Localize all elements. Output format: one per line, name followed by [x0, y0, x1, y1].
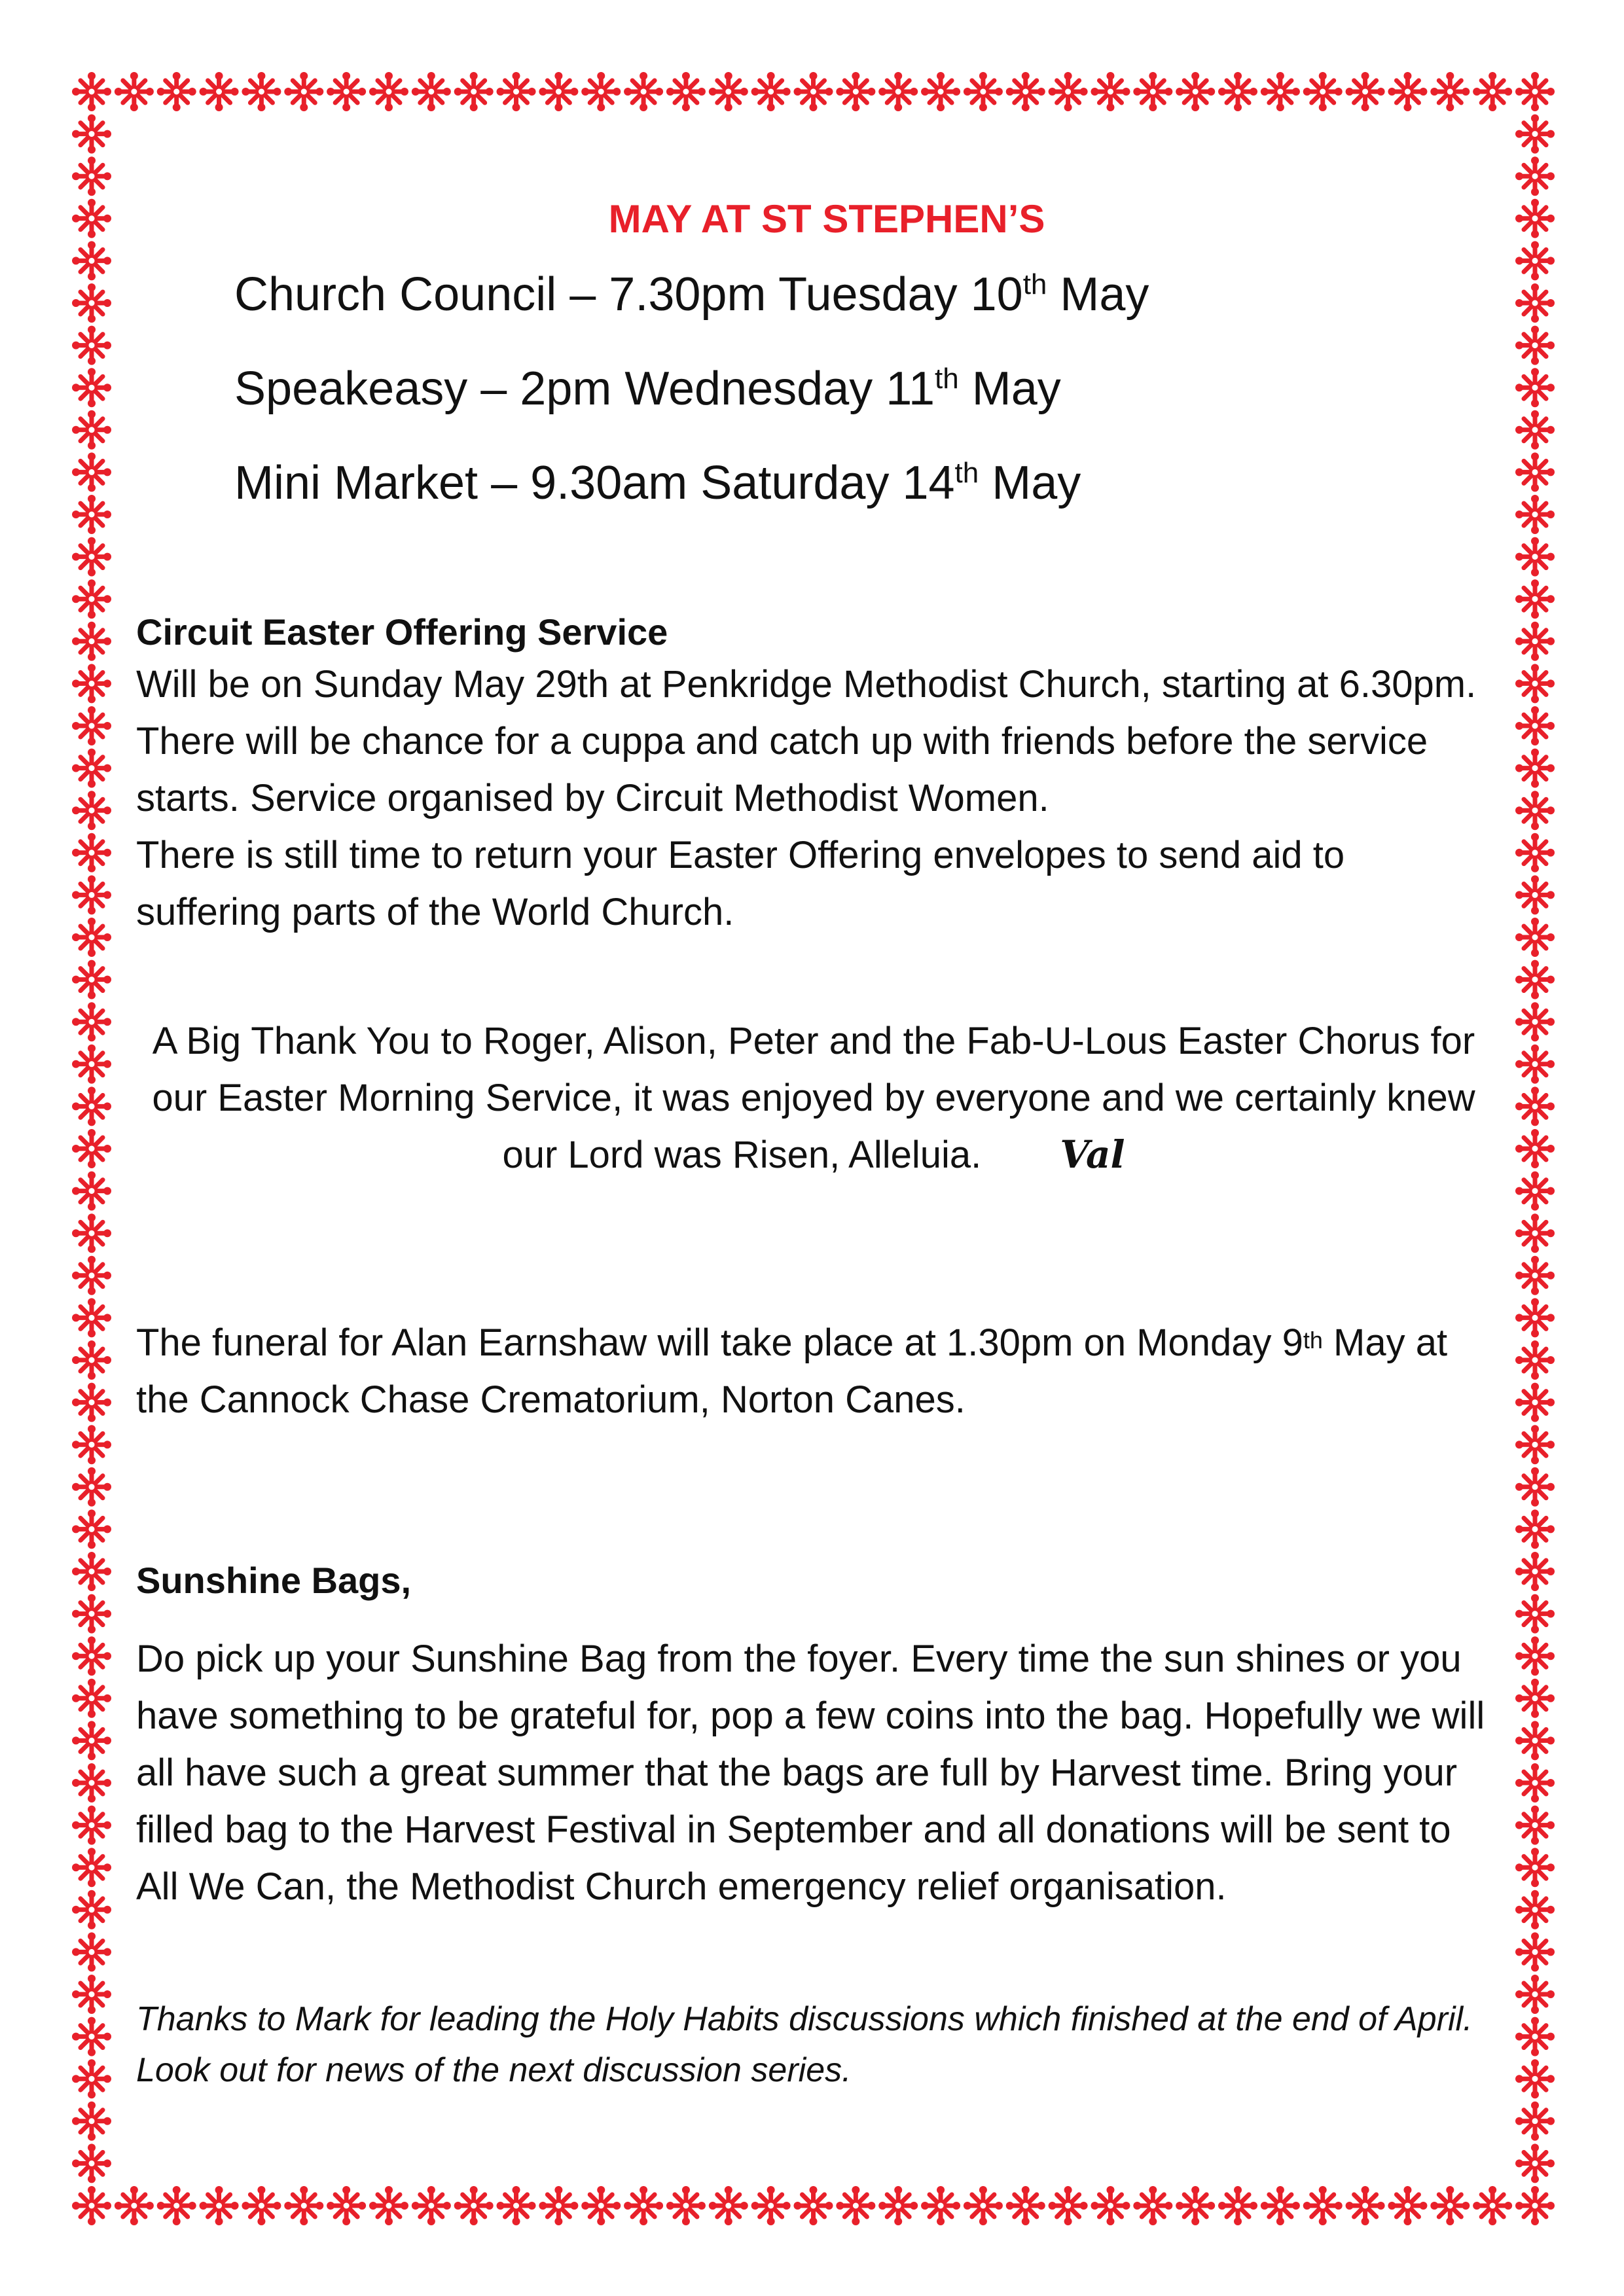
border-flower-icon	[72, 156, 111, 196]
border-flower-icon	[539, 2186, 578, 2225]
border-flower-icon	[624, 2186, 663, 2225]
border-flower-icon	[1515, 1552, 1555, 1591]
border-flower-icon	[72, 2186, 111, 2225]
border-flower-icon	[1515, 1594, 1555, 1634]
border-flower-icon	[1515, 1467, 1555, 1507]
border-flower-icon	[1515, 1890, 1555, 1929]
border-flower-icon	[751, 72, 791, 111]
border-flower-icon	[1515, 791, 1555, 830]
border-flower-icon	[1515, 2144, 1555, 2183]
border-flower-icon	[72, 1298, 111, 1337]
border-flower-icon	[836, 72, 875, 111]
border-flower-icon	[72, 1467, 111, 1507]
border-flower-icon	[115, 2186, 154, 2225]
border-flower-icon	[1261, 72, 1300, 111]
border-flower-icon	[327, 2186, 366, 2225]
border-flower-icon	[72, 1636, 111, 1676]
border-flower-icon	[878, 72, 918, 111]
border-flower-icon	[1515, 1425, 1555, 1464]
border-flower-icon	[72, 918, 111, 957]
border-flower-icon	[72, 960, 111, 999]
border-flower-icon	[72, 1129, 111, 1168]
border-flower-icon	[72, 1213, 111, 1253]
border-flower-icon	[1515, 1340, 1555, 1380]
border-flower-icon	[1515, 115, 1555, 154]
border-flower-icon	[72, 706, 111, 745]
border-flower-icon	[115, 72, 154, 111]
border-flower-icon	[1515, 1763, 1555, 1803]
border-flower-icon	[794, 2186, 833, 2225]
border-flower-icon	[1515, 495, 1555, 534]
border-flower-icon	[1473, 72, 1512, 111]
border-flower-icon	[72, 1679, 111, 1718]
border-flower-icon	[72, 452, 111, 492]
border-flower-icon	[1515, 960, 1555, 999]
event-list	[234, 265, 1491, 512]
border-flower-icon	[72, 1383, 111, 1422]
border-flower-icon	[72, 1045, 111, 1084]
border-flower-icon	[1515, 1848, 1555, 1887]
border-flower-icon	[72, 875, 111, 914]
easter-offering-section	[136, 611, 1491, 941]
border-flower-icon	[157, 2186, 196, 2225]
border-flower-icon	[1515, 1509, 1555, 1549]
border-flower-icon	[242, 2186, 281, 2225]
border-flower-icon	[72, 2059, 111, 2098]
border-flower-icon	[72, 537, 111, 577]
event-mini-market: Mini Market – 9.30am Saturday 14th May	[234, 457, 1081, 509]
easter-offering-body: Will be on Sunday May 29th at Penkridge Methodist Church, starting at 6.30pm. There will be chance for a cuppa and catch up with friends before the service starts. Service organised by Circuit Methodist Women.	[136, 663, 1477, 819]
border-flower-icon	[1515, 1679, 1555, 1718]
border-flower-icon	[72, 115, 111, 154]
border-flower-icon	[1515, 2059, 1555, 2098]
border-flower-icon	[72, 791, 111, 830]
border-flower-icon	[1176, 2186, 1215, 2225]
border-flower-icon	[1515, 1932, 1555, 1971]
border-flower-icon	[1515, 875, 1555, 914]
thanks-text: A Big Thank You to Roger, Alison, Peter and the Fab-U-Lous Easter Chorus for our Easter Morning Service, it was enjoyed by everyone and we certainly knew our Lord was Risen, Alleluia. Val	[152, 1020, 1475, 1177]
border-flower-icon	[878, 2186, 918, 2225]
border-flower-icon	[1515, 72, 1555, 111]
border-flower-icon	[72, 1172, 111, 1211]
border-flower-icon	[794, 72, 833, 111]
border-flower-icon	[1346, 2186, 1385, 2225]
border-flower-icon	[1430, 2186, 1470, 2225]
border-flower-icon	[72, 72, 111, 111]
border-flower-icon	[72, 1086, 111, 1126]
border-flower-icon	[412, 2186, 451, 2225]
holy-habits-note: Thanks to Mark for leading the Holy Habits discussions which finished at the end of April. Look out for news of the next discussion series.	[136, 2000, 1473, 2089]
border-flower-icon	[1515, 1721, 1555, 1760]
border-flower-icon	[1049, 2186, 1088, 2225]
border-flower-icon	[1515, 706, 1555, 745]
border-flower-icon	[1515, 1045, 1555, 1084]
border-flower-icon	[72, 1932, 111, 1971]
border-flower-icon	[284, 72, 323, 111]
border-flower-icon	[412, 72, 451, 111]
border-flower-icon	[1430, 72, 1470, 111]
border-flower-icon	[921, 72, 960, 111]
border-flower-icon	[1133, 2186, 1172, 2225]
border-flower-icon	[1515, 1298, 1555, 1337]
border-flower-icon	[1515, 2102, 1555, 2141]
border-flower-icon	[72, 2017, 111, 2056]
border-flower-icon	[1515, 283, 1555, 323]
border-flower-icon	[1515, 326, 1555, 365]
border-flower-icon	[1515, 2186, 1555, 2225]
border-flower-icon	[1515, 1086, 1555, 1126]
border-flower-icon	[1515, 622, 1555, 661]
border-flower-icon	[72, 1763, 111, 1803]
border-flower-icon	[1515, 1213, 1555, 1253]
border-flower-icon	[1515, 156, 1555, 196]
border-flower-icon	[1515, 664, 1555, 703]
border-flower-icon	[72, 1721, 111, 1760]
border-flower-icon	[1515, 1172, 1555, 1211]
border-flower-icon	[1515, 410, 1555, 450]
border-flower-icon	[581, 2186, 621, 2225]
border-flower-icon	[1006, 72, 1045, 111]
funeral-text: The funeral for Alan Earnshaw will take place at 1.30pm on Monday 9th May at the Cannock Chase Crematorium, Norton Canes.	[136, 1321, 1448, 1421]
border-flower-icon	[624, 72, 663, 111]
border-flower-icon	[1515, 833, 1555, 872]
border-flower-icon	[454, 72, 494, 111]
border-flower-icon	[497, 72, 536, 111]
border-flower-icon	[1515, 452, 1555, 492]
border-flower-icon	[72, 1509, 111, 1549]
border-flower-icon	[1176, 72, 1215, 111]
border-flower-icon	[72, 1425, 111, 1464]
border-flower-icon	[836, 2186, 875, 2225]
border-flower-icon	[1133, 72, 1172, 111]
border-flower-icon	[581, 72, 621, 111]
border-flower-icon	[1515, 918, 1555, 957]
border-flower-icon	[72, 495, 111, 534]
border-flower-icon	[964, 72, 1003, 111]
border-flower-icon	[72, 1594, 111, 1634]
thanks-section	[136, 1013, 1491, 1183]
border-flower-icon	[1515, 1002, 1555, 1041]
easter-offering-title: Circuit Easter Offering Service	[136, 611, 668, 653]
border-flower-icon	[72, 199, 111, 238]
border-flower-icon	[72, 622, 111, 661]
border-flower-icon	[200, 72, 239, 111]
border-flower-icon	[1515, 537, 1555, 577]
border-flower-icon	[1515, 2017, 1555, 2056]
event-speakeasy: Speakeasy – 2pm Wednesday 11th May	[234, 363, 1061, 415]
border-flower-icon	[72, 410, 111, 450]
border-flower-icon	[72, 1552, 111, 1591]
border-flower-icon	[1515, 579, 1555, 619]
border-flower-icon	[72, 1975, 111, 2014]
border-flower-icon	[1388, 2186, 1427, 2225]
easter-offering-body-2: There is still time to return your Easter Offering envelopes to send aid to suffering parts of the World Church.	[136, 834, 1345, 933]
border-flower-icon	[1515, 1256, 1555, 1295]
border-flower-icon	[1261, 2186, 1300, 2225]
border-flower-icon	[72, 326, 111, 365]
border-flower-icon	[1388, 72, 1427, 111]
funeral-section	[136, 1314, 1491, 1428]
border-flower-icon	[242, 72, 281, 111]
border-flower-icon	[1473, 2186, 1512, 2225]
border-flower-icon	[709, 2186, 748, 2225]
border-flower-icon	[284, 2186, 323, 2225]
border-flower-icon	[1091, 72, 1130, 111]
border-flower-icon	[327, 72, 366, 111]
border-flower-icon	[1049, 72, 1088, 111]
border-flower-icon	[1218, 2186, 1257, 2225]
border-flower-icon	[72, 1256, 111, 1295]
border-flower-icon	[1515, 1636, 1555, 1676]
border-flower-icon	[1515, 749, 1555, 788]
border-flower-icon	[200, 2186, 239, 2225]
sunshine-body: Do pick up your Sunshine Bag from the foyer. Every time the sun shines or you have something to be grateful for, pop a few coins into the bag. Hopefully we will all have such a great summer that the bags are full by Harvest time. Bring your filled bag to the Harvest Festival in September and all donations will be sent to All We Can, the Methodist Church emergency relief organisation.	[136, 1638, 1485, 1908]
border-flower-icon	[921, 2186, 960, 2225]
border-flower-icon	[72, 2144, 111, 2183]
border-flower-icon	[1346, 72, 1385, 111]
border-flower-icon	[539, 72, 578, 111]
sunshine-title: Sunshine Bags,	[136, 1560, 412, 1601]
border-flower-icon	[666, 2186, 706, 2225]
border-flower-icon	[369, 72, 408, 111]
border-flower-icon	[1515, 1975, 1555, 2014]
sunshine-section	[136, 1559, 1491, 1915]
border-flower-icon	[72, 749, 111, 788]
border-flower-icon	[1515, 241, 1555, 280]
border-flower-icon	[1515, 1129, 1555, 1168]
border-flower-icon	[964, 2186, 1003, 2225]
border-flower-icon	[72, 368, 111, 407]
border-flower-icon	[72, 1806, 111, 1845]
border-flower-icon	[454, 2186, 494, 2225]
border-flower-icon	[1515, 199, 1555, 238]
page-title: MAY AT ST STEPHEN’S	[608, 197, 1045, 241]
holy-habits-section	[136, 1994, 1491, 2096]
event-church-council: Church Council – 7.30pm Tuesday 10th May	[234, 268, 1149, 321]
border-flower-icon	[157, 72, 196, 111]
border-flower-icon	[369, 2186, 408, 2225]
border-flower-icon	[1218, 72, 1257, 111]
border-flower-icon	[72, 283, 111, 323]
border-flower-icon	[1091, 2186, 1130, 2225]
page-content	[136, 196, 1491, 2096]
border-flower-icon	[72, 1002, 111, 1041]
border-flower-icon	[72, 2102, 111, 2141]
border-flower-icon	[72, 664, 111, 703]
border-flower-icon	[1006, 2186, 1045, 2225]
border-flower-icon	[1515, 1383, 1555, 1422]
border-flower-icon	[751, 2186, 791, 2225]
border-flower-icon	[1515, 1806, 1555, 1845]
border-flower-icon	[1515, 368, 1555, 407]
border-flower-icon	[72, 833, 111, 872]
border-flower-icon	[497, 2186, 536, 2225]
border-flower-icon	[1303, 72, 1343, 111]
border-flower-icon	[72, 1848, 111, 1887]
signature: Val	[1060, 1132, 1125, 1177]
border-flower-icon	[1303, 2186, 1343, 2225]
border-flower-icon	[72, 241, 111, 280]
border-flower-icon	[666, 72, 706, 111]
border-flower-icon	[72, 579, 111, 619]
border-flower-icon	[72, 1340, 111, 1380]
border-flower-icon	[72, 1890, 111, 1929]
border-flower-icon	[709, 72, 748, 111]
